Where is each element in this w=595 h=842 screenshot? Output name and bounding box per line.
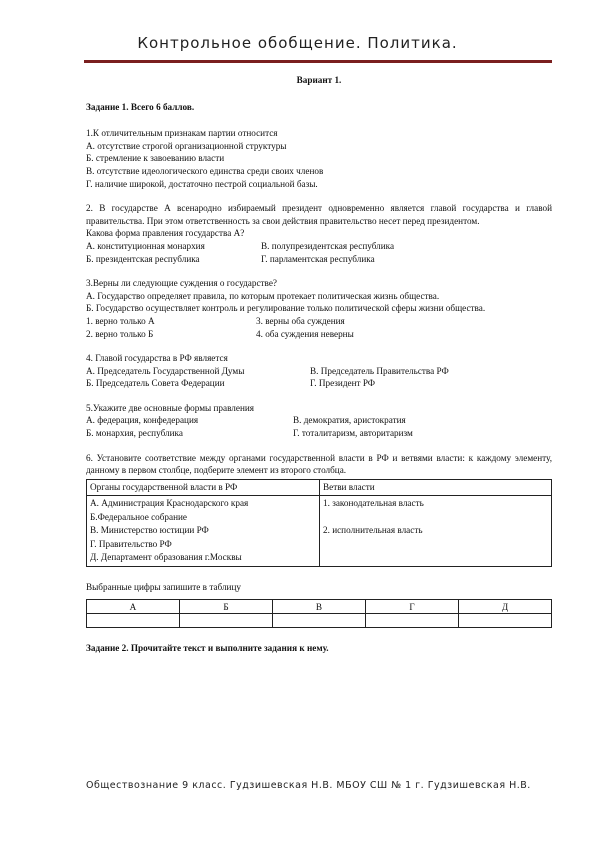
question-3-options-row	[86, 315, 552, 328]
matching-organs-cell	[87, 496, 320, 567]
question-4	[86, 352, 552, 390]
question-3-option: 2. верно только Б	[86, 328, 154, 339]
answer-header-cell: В	[273, 600, 366, 614]
answer-input-cell[interactable]	[87, 614, 180, 628]
page-header-title: Контрольное обобщение. Политика.	[137, 34, 458, 52]
answer-table-header-row	[87, 600, 552, 614]
question-2-option: Б. президентская республика	[86, 253, 200, 264]
question-4-option: Б. Председатель Совета Федерации	[86, 378, 225, 389]
answer-header-cell: Д	[459, 600, 552, 614]
question-4-options-row	[86, 377, 552, 390]
question-1	[86, 127, 552, 190]
question-4-text: 4. Главой государства в РФ является	[86, 353, 228, 364]
question-3-option: 1. верно только А	[86, 315, 155, 326]
question-4-option: А. Председатель Государственной Думы	[86, 365, 245, 376]
matching-table	[86, 479, 552, 567]
answer-header-cell: Г	[366, 600, 459, 614]
question-3-option: 4. оба суждения неверны	[256, 328, 354, 339]
organ-item: Б.Федеральное собрание	[90, 511, 187, 522]
matching-branches-cell	[320, 496, 552, 567]
organ-item: Г. Правительство РФ	[90, 538, 172, 549]
question-5-option: Б. монархия, республика	[86, 428, 183, 439]
question-3-option: 3. верны оба суждения	[256, 315, 345, 326]
answer-input-cell[interactable]	[180, 614, 273, 628]
header-divider	[84, 60, 552, 63]
question-5-option: Г. тоталитаризм, авторитаризм	[293, 428, 413, 439]
question-5-options-row	[86, 414, 552, 427]
question-2-options-row	[86, 240, 552, 253]
matching-header-organs: Органы государственной власти в РФ	[87, 479, 320, 496]
question-3	[86, 277, 552, 340]
question-1-option: Б. стремление к завоеванию власти	[86, 153, 225, 164]
question-6-text: 6. Установите соответствие между органами государственной власти в РФ и ветвями власти: к каждому элементу, данному в первом столбце, подберите элемент из второго столбца.	[86, 452, 552, 476]
worksheet-body	[86, 74, 552, 655]
task1-title: Задание 1. Всего 6 баллов.	[86, 101, 195, 112]
page-footer: Обществознание 9 класс. Гудзишевская Н.В. МБОУ СШ № 1 г. Гудзишевская Н.В.	[86, 780, 531, 791]
question-5-option: А. федерация, конфедерация	[86, 415, 199, 426]
answer-input-cell[interactable]	[273, 614, 366, 628]
question-6	[86, 452, 552, 629]
matching-header-branches: Ветви власти	[320, 479, 552, 496]
question-5-text: 5.Укажите две основные формы правления	[86, 402, 255, 413]
question-1-option: Г. наличие широкой, достаточно пестрой социальной базы.	[86, 178, 318, 189]
question-2	[86, 202, 552, 265]
question-3-text: 3.Верны ли следующие суждения о государстве?	[86, 278, 277, 289]
question-1-option: В. отсутствие идеологического единства среди своих членов	[86, 165, 324, 176]
question-2-option: А. конституционная монархия	[86, 240, 205, 251]
organ-item: Д. Департамент образования г.Москвы	[90, 552, 242, 563]
answer-instruction: Выбранные цифры запишите в таблицу	[86, 581, 241, 592]
question-3-statement-a: А. Государство определяет правила, по которым протекает политическая жизнь общества.	[86, 290, 440, 301]
question-1-option: А. отсутствие строгой организационной структуры	[86, 140, 287, 151]
question-2-option: Г. парламентская республика	[261, 253, 375, 264]
branch-spacer	[323, 511, 548, 525]
answer-input-cell[interactable]	[459, 614, 552, 628]
question-1-text: 1.К отличительным признакам партии относится	[86, 128, 278, 139]
answer-header-cell: А	[87, 600, 180, 614]
question-5-options-row	[86, 427, 552, 440]
question-3-options-row	[86, 328, 552, 341]
branch-item: 2. исполнительная власть	[323, 525, 423, 536]
answer-table	[86, 599, 552, 628]
variant-title: Вариант 1.	[296, 75, 342, 85]
question-4-option: Г. Президент РФ	[310, 378, 376, 389]
organ-item: А. Администрация Краснодарского края	[90, 498, 249, 509]
task2-title: Задание 2. Прочитайте текст и выполните задания к нему.	[86, 643, 329, 654]
answer-input-cell[interactable]	[366, 614, 459, 628]
question-4-option: В. Председатель Правительства РФ	[310, 365, 449, 376]
branch-item: 1. законодательная власть	[323, 498, 424, 509]
organ-item: В. Министерство юстиции РФ	[90, 525, 209, 536]
question-2-option: В. полупрезидентская республика	[261, 240, 395, 251]
question-2-text: 2. В государстве А всенародно избираемый президент одновременно является главой государства и главой правительства. При этом ответственность за свои действия правительство несет перед президентом.	[86, 203, 552, 226]
question-4-options-row	[86, 365, 552, 378]
answer-header-cell: Б	[180, 600, 273, 614]
question-2-options-row	[86, 253, 552, 266]
question-3-statement-b: Б. Государство осуществляет контроль и регулирование только политической сферы жизни общества.	[86, 303, 486, 314]
question-5	[86, 402, 552, 440]
matching-table-body-row	[87, 496, 552, 567]
question-2-question: Какова форма правления государства А?	[86, 228, 245, 239]
question-5-option: В. демократия, аристократия	[293, 415, 406, 426]
matching-table-header-row	[87, 479, 552, 496]
answer-table-input-row	[87, 614, 552, 628]
